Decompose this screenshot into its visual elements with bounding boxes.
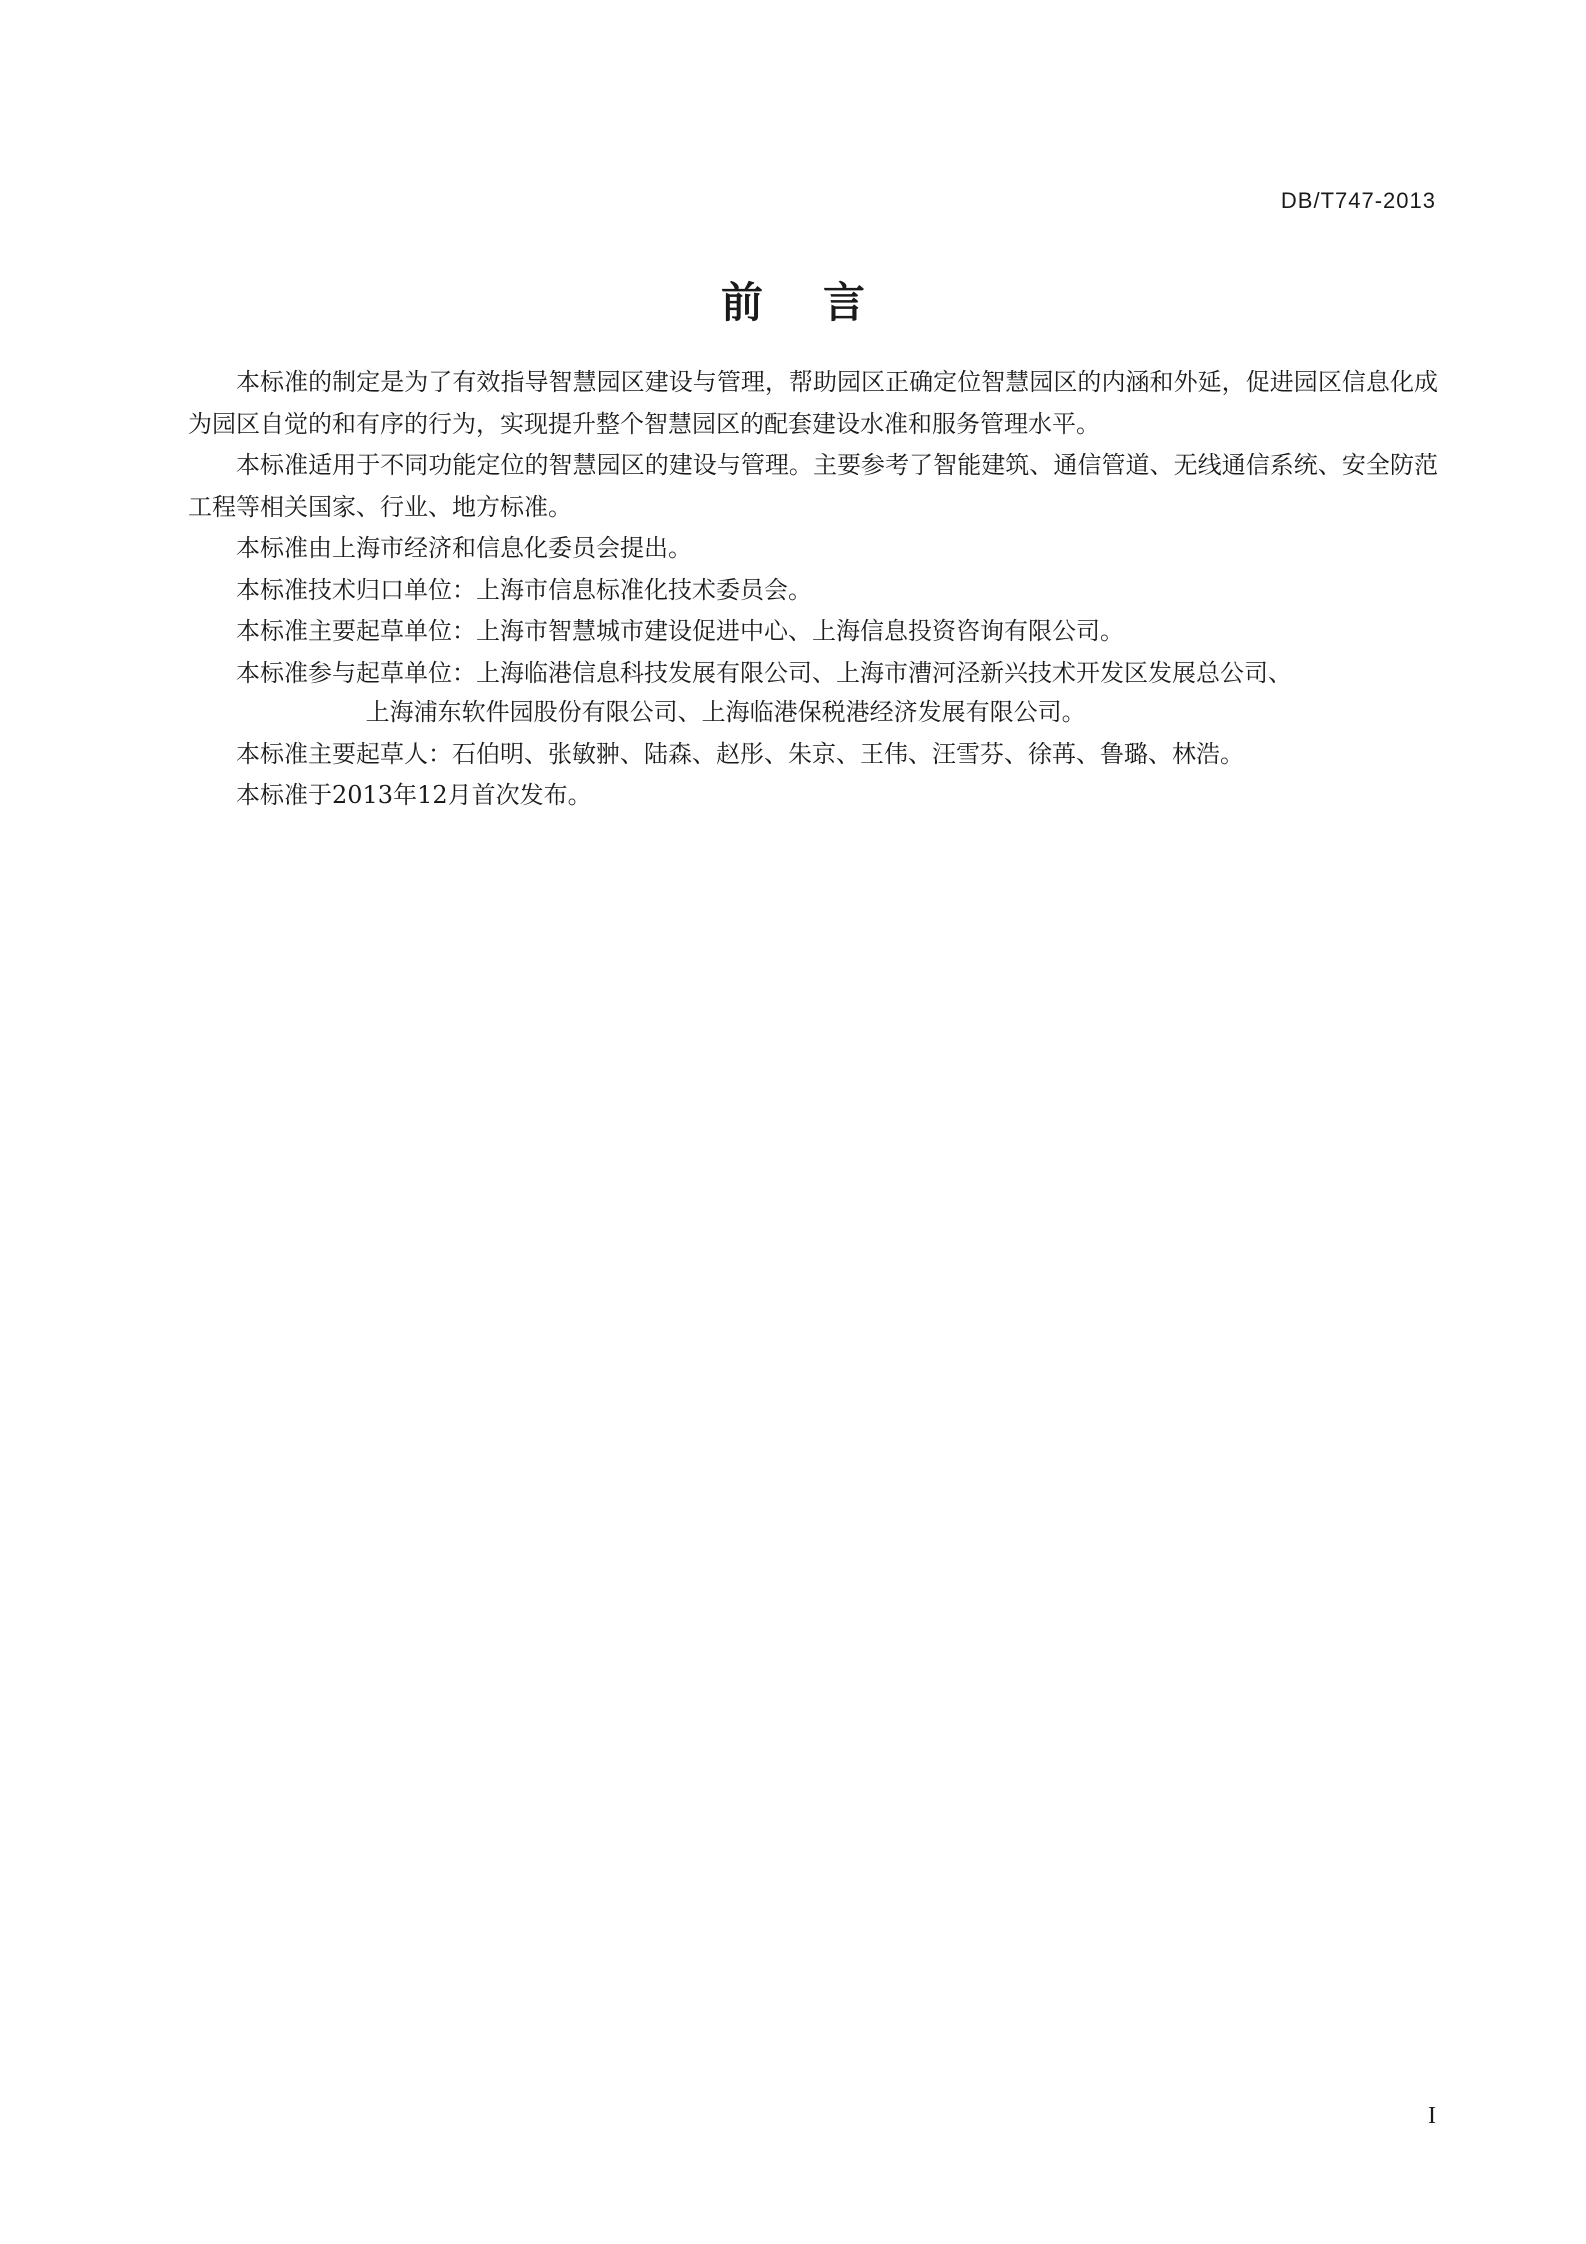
paragraph-drafters: 本标准主要起草人：石伯明、张敏翀、陆森、赵彤、朱京、王伟、汪雪芬、徐苒、鲁璐、林浩。 <box>236 739 1244 768</box>
paragraph-participating-units <box>188 653 1438 695</box>
foreword-body <box>188 362 1438 817</box>
document-code: DB/T747-2013 <box>1280 188 1436 213</box>
participating-units-line-2: 上海浦东软件园股份有限公司、上海临港保税港经济发展有限公司。 <box>365 698 1086 726</box>
paragraph-proposer: 本标准由上海市经济和信息化委员会提出。 <box>236 534 692 562</box>
paragraph-purpose: 本标准的制定是为了有效指导智慧园区建设与管理，帮助园区正确定位智慧园区的内涵和外延，促进园区信息化成为园区自觉的和有序的行为，实现提升整个智慧园区的配套建设水准和服务管理水平。 <box>188 368 1438 438</box>
paragraph-participating-units-continued <box>188 692 1438 734</box>
paragraph-technical-unit: 本标准技术归口单位：上海市信息标准化技术委员会。 <box>236 575 812 604</box>
page-title: 前言 <box>720 278 925 327</box>
paragraph-release: 本标准于2013年12月首次发布。 <box>236 781 592 809</box>
paragraph-main-drafting-units: 本标准主要起草单位：上海市智慧城市建设促进中心、上海信息投资咨询有限公司。 <box>236 617 1124 645</box>
participating-units-line-1: 本标准参与起草单位：上海临港信息科技发展有限公司、上海市漕河泾新兴技术开发区发展总公司、 <box>236 658 1292 687</box>
paragraph-scope: 本标准适用于不同功能定位的智慧园区的建设与管理。主要参考了智能建筑、通信管道、无线通信系统、安全防范工程等相关国家、行业、地方标准。 <box>188 451 1438 521</box>
page-number: I <box>1428 2103 1436 2129</box>
